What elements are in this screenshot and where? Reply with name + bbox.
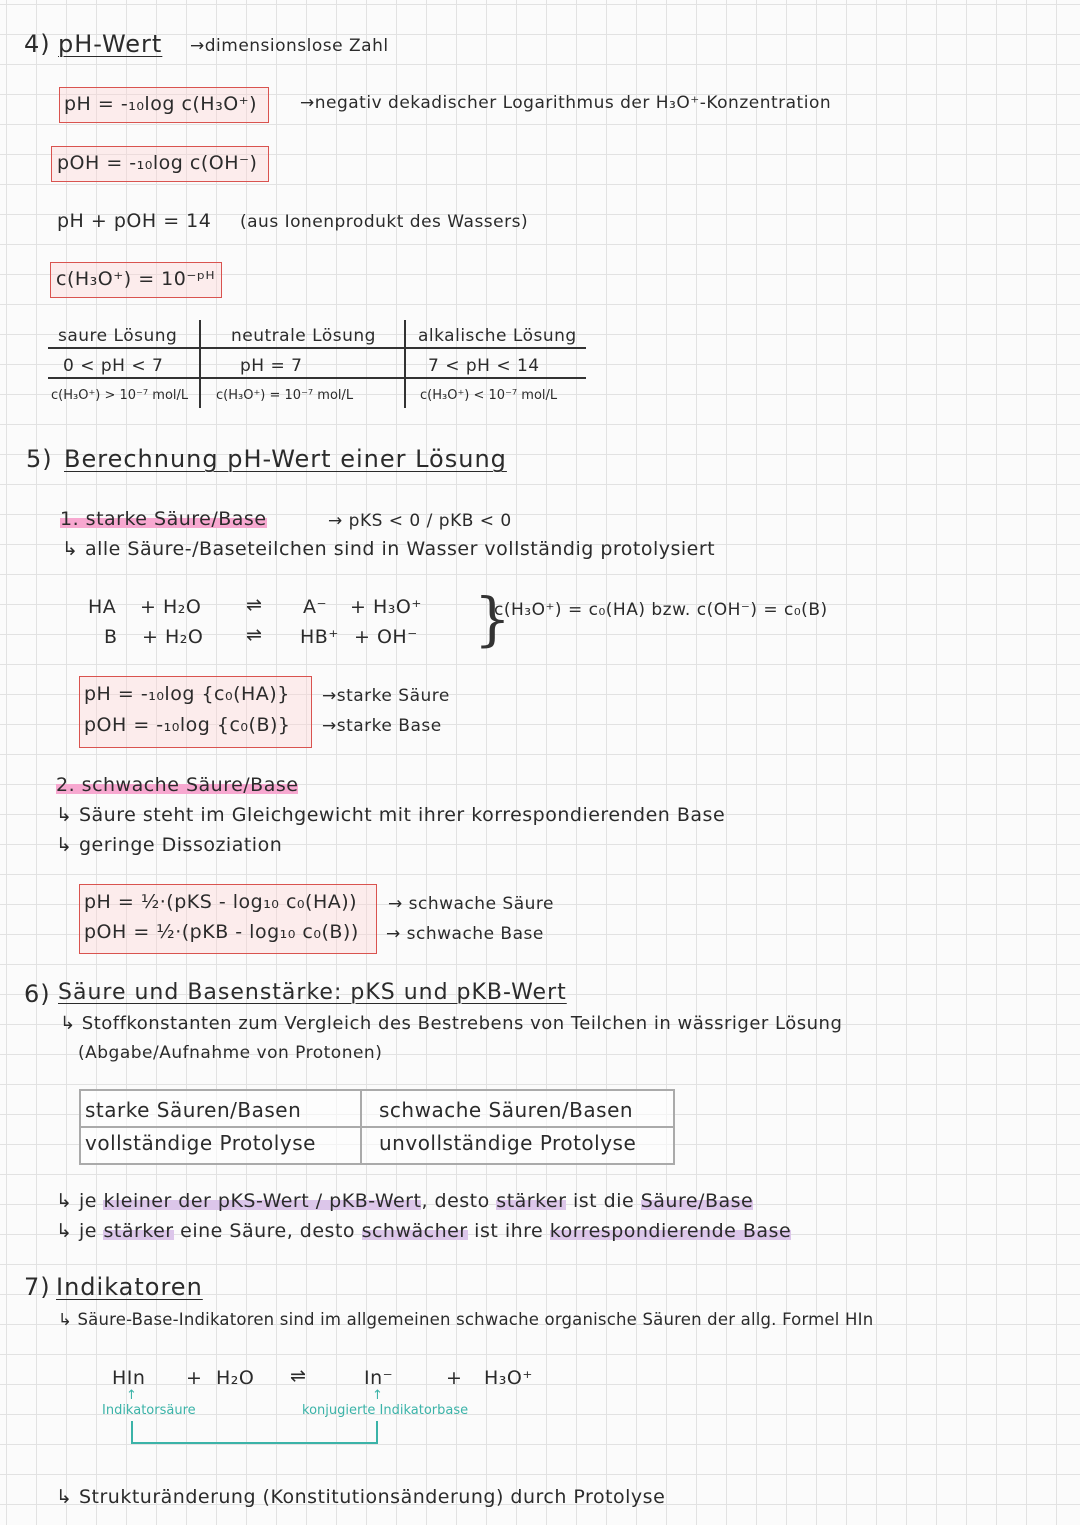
strong-acids-header: starke Säuren/Basen [85, 1098, 302, 1122]
ph-table-divider-1 [199, 320, 201, 408]
weak-poh-formula: pOH = ½·(pKB - log₁₀ c₀(B)) [84, 921, 359, 943]
strong-formula-box [79, 676, 312, 748]
rule-2-part-b: stärker [103, 1220, 174, 1242]
ph-table-alkaline-range: 7 < pH < 14 [428, 356, 540, 376]
connector-left [131, 1421, 133, 1443]
formula-poh-box [51, 146, 269, 182]
weak-acid-title: 2. schwache Säure/Base [56, 774, 299, 796]
ph-table-neutral-conc: c(H₃O⁺) = 10⁻⁷ mol/L [216, 388, 354, 403]
strong-acids-protolysis: vollständige Protolyse [85, 1131, 316, 1155]
section7-heading: Indikatoren [56, 1273, 203, 1301]
equation-brace: } [474, 585, 511, 653]
indicator-base: In⁻ [364, 1367, 394, 1389]
ph-table-rule-2 [48, 377, 586, 379]
ph-table-divider-2 [404, 320, 406, 408]
section7-number: 7) [24, 1273, 51, 1301]
weak-formula-box [79, 884, 377, 954]
weak-ph-note: → schwache Säure [388, 894, 554, 914]
formula-ph-box [59, 87, 269, 123]
strong-acid-note: → pKS < 0 / pKB < 0 [328, 511, 512, 531]
section5-heading: Berechnung pH-Wert einer Lösung [64, 445, 507, 473]
weak-acids-header: schwache Säuren/Basen [379, 1098, 634, 1122]
concentration-formula: c(H₃O⁺) = 10⁻ᵖᴴ [56, 268, 215, 290]
ph-table-header-acidic: saure Lösung [58, 326, 178, 346]
rule-1-part-b: kleiner der pKS-Wert / pKB-Wert [103, 1190, 422, 1212]
ph-table-alkaline-conc: c(H₃O⁺) < 10⁻⁷ mol/L [420, 388, 558, 403]
eq1-product-d: + H₃O⁺ [350, 596, 422, 618]
ph-table-header-neutral: neutrale Lösung [231, 326, 376, 346]
eq2-product-c: HB⁺ [300, 626, 339, 648]
rule-2-part-f: korrespondierende Base [549, 1220, 792, 1242]
eq2-reactant-a: B [104, 626, 118, 648]
eq1-product-c: A⁻ [303, 596, 328, 618]
section6-heading: Säure und Basenstärke: pKS und pKB-Wert [58, 980, 567, 1005]
rule-1-part-e: ist die [566, 1190, 641, 1212]
rule-2-part-e: ist ihre [467, 1220, 550, 1242]
acid-strength-table [79, 1089, 675, 1165]
rule-2-part-a: ↳ je [56, 1220, 104, 1242]
indicator-base-arrow: ↑ [372, 1388, 383, 1403]
strong-poh-note: →starke Base [322, 716, 442, 736]
ph-table-rule-1 [48, 347, 586, 349]
formula-poh: pOH = -₁₀log c(OH⁻) [57, 152, 258, 174]
eq2-arrow: ⇌ [246, 624, 263, 646]
section4-heading: pH-Wert [58, 30, 163, 58]
section4-note: →dimensionslose Zahl [190, 36, 389, 56]
weak-acids-protolysis: unvollständige Protolyse [379, 1131, 637, 1155]
strong-acid-title: 1. starke Säure/Base [60, 508, 267, 530]
formula-ph-note: →negativ dekadischer Logarithmus der H₃O⁺-Konzentration [300, 93, 832, 113]
eq2-product-d: + OH⁻ [354, 626, 418, 648]
strong-ph-formula: pH = -₁₀log {c₀(HA)} [84, 683, 290, 705]
strong-ph-note: →starke Säure [322, 686, 450, 706]
weak-poh-note: → schwache Base [386, 924, 544, 944]
weak-ph-formula: pH = ½·(pKS - log₁₀ c₀(HA)) [84, 891, 358, 913]
indicator-water: H₂O [216, 1367, 255, 1389]
eq1-arrow: ⇌ [246, 594, 263, 616]
brace-result: c(H₃O⁺) = c₀(HA) bzw. c(OH⁻) = c₀(B) [494, 600, 828, 620]
connector-bottom [131, 1442, 378, 1444]
rule-1-part-d: stärker [496, 1190, 567, 1212]
formula-ph: pH = -₁₀log c(H₃O⁺) [64, 93, 258, 115]
rule-2-part-c: eine Säure, desto [173, 1220, 362, 1242]
section7-footer: ↳ Strukturänderung (Konstitutionsänderung) durch Protolyse [56, 1486, 666, 1508]
ph-poh-relation-note: (aus Ionenprodukt des Wassers) [240, 212, 529, 232]
rule-1-part-f: Säure/Base [640, 1190, 754, 1212]
section7-desc: ↳ Säure-Base-Indikatoren sind im allgemeinen schwache organische Säuren der allg. Formel HIn [58, 1310, 874, 1329]
indicator-base-label: konjugierte Indikatorbase [302, 1403, 469, 1418]
eq1-reactant-b: + H₂O [140, 596, 202, 618]
connector-right [376, 1421, 378, 1443]
rule-2-part-d: schwächer [361, 1220, 468, 1242]
section5-number: 5) [26, 445, 53, 473]
acid-strength-table-rule [81, 1126, 673, 1128]
indicator-hydronium: H₃O⁺ [484, 1367, 533, 1389]
strong-acid-desc: ↳ alle Säure-/Baseteilchen sind in Wasser vollständig protolysiert [62, 538, 716, 560]
rule-1-part-a: ↳ je [56, 1190, 104, 1212]
ph-poh-relation: pH + pOH = 14 [57, 210, 212, 232]
eq2-reactant-b: + H₂O [142, 626, 204, 648]
section6-desc-2: (Abgabe/Aufnahme von Protonen) [78, 1043, 383, 1063]
section4-number: 4) [24, 30, 51, 58]
section6-number: 6) [24, 980, 51, 1008]
eq1-reactant-a: HA [88, 596, 117, 618]
rule-1-part-c: , desto [421, 1190, 497, 1212]
indicator-acid-arrow: ↑ [126, 1388, 137, 1403]
indicator-acid-label: Indikatorsäure [102, 1403, 196, 1418]
indicator-plus-1: + [186, 1367, 203, 1389]
strong-poh-formula: pOH = -₁₀log {c₀(B)} [84, 714, 291, 736]
rule-1 [56, 1190, 753, 1212]
section6-desc-1: ↳ Stoffkonstanten zum Vergleich des Bestrebens von Teilchen in wässriger Lösung [60, 1013, 843, 1034]
indicator-arrow: ⇌ [290, 1365, 307, 1387]
ph-table-acidic-conc: c(H₃O⁺) > 10⁻⁷ mol/L [51, 388, 189, 403]
weak-acid-desc-1: ↳ Säure steht im Gleichgewicht mit ihrer korrespondierenden Base [56, 804, 726, 826]
concentration-box [50, 262, 222, 298]
acid-strength-table-divider [360, 1091, 362, 1163]
indicator-acid: HIn [112, 1367, 146, 1389]
ph-table-header-alkaline: alkalische Lösung [418, 326, 577, 346]
weak-acid-desc-2: ↳ geringe Dissoziation [56, 834, 283, 856]
indicator-plus-2: + [446, 1367, 463, 1389]
rule-2 [56, 1220, 791, 1242]
ph-table-acidic-range: 0 < pH < 7 [63, 356, 164, 376]
ph-table-neutral-range: pH = 7 [240, 356, 303, 376]
